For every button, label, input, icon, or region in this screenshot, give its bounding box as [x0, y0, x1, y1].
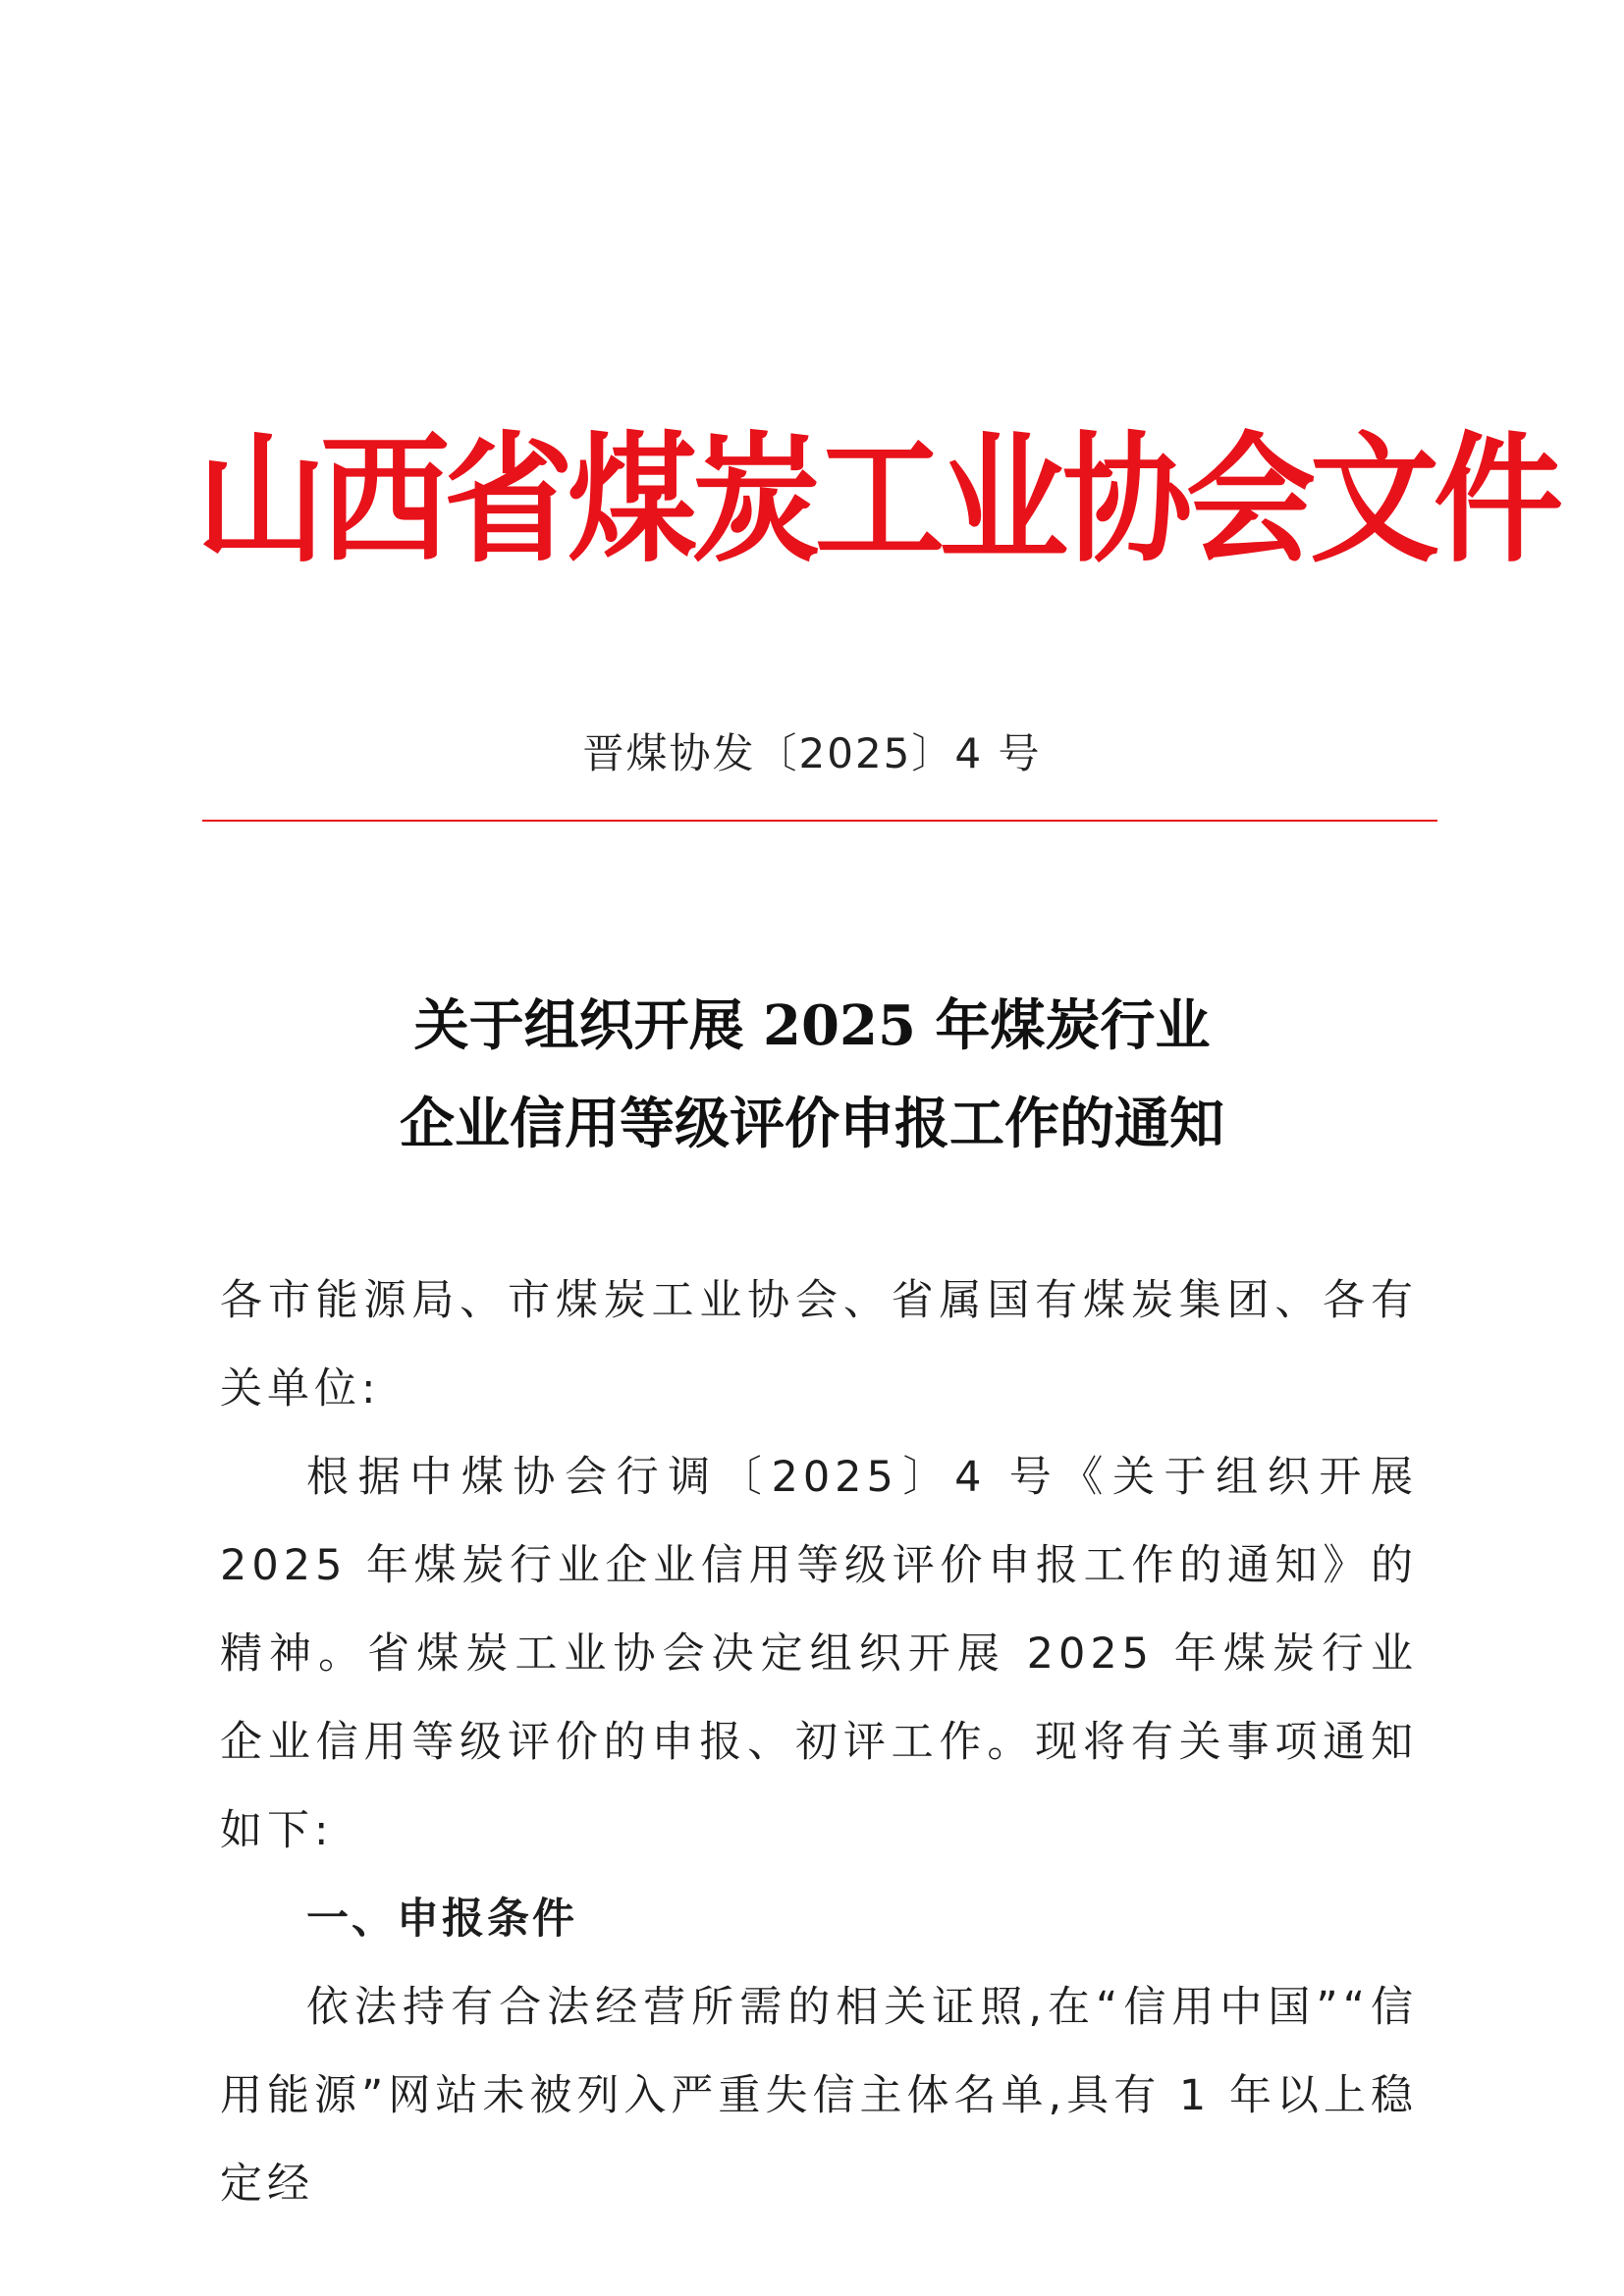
org-title: 山西省煤炭工业协会文件: [196, 417, 1557, 583]
body-paragraph-1: 根据中煤协会行调〔2025〕4 号《关于组织开展 2025 年煤炭行业企业信用等级评价申报工作的通知》的精神。省煤炭工业协会决定组织开展 2025 年煤炭行业企业信用等级评价的申报、初评工作。现将有关事项通知如下:: [220, 1453, 1418, 1855]
body-paragraph-2: 依法持有合法经营所需的相关证照,在“信用中国”“信用能源”网站未被列入严重失信主体名单,具有 1 年以上稳定经: [220, 1983, 1418, 2209]
notice-title-line-1: 关于组织开展 2025 年煤炭行业: [413, 993, 1211, 1058]
red-divider: [202, 820, 1437, 822]
salutation: 各市能源局、市煤炭工业协会、省属国有煤炭集团、各有关单位:: [220, 1276, 1418, 1414]
document-body: [220, 1256, 1418, 2228]
section-heading-1: 一、申报条件: [306, 1895, 577, 1944]
notice-title-line-2: 企业信用等级评价申报工作的通知: [400, 1092, 1224, 1156]
notice-title: [0, 977, 1624, 1173]
document-number: 晋煤协发〔2025〕4 号: [582, 729, 1042, 777]
